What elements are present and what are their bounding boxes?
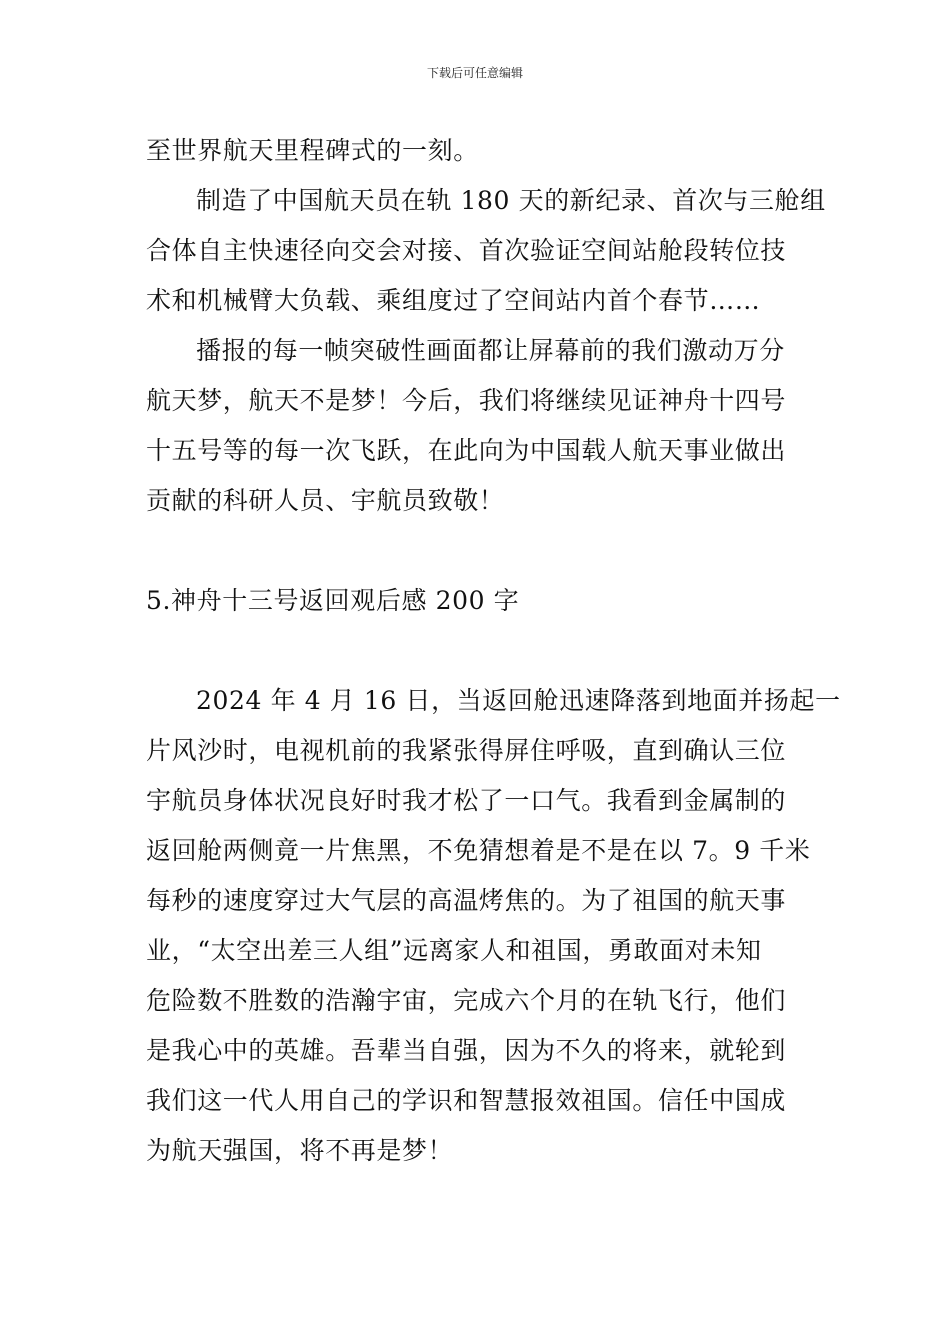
paragraph-line: 返回舱两侧竟一片焦黑，不免猜想着是不是在以 7。9 千米 bbox=[146, 836, 811, 865]
page-header: 下载后可任意编辑 bbox=[426, 66, 523, 80]
paragraph-line: 2024 年 4 月 16 日，当返回舱迅速降落到地面并扬起一 bbox=[196, 686, 841, 715]
paragraph-line: 贡献的科研人员、宇航员致敬！ bbox=[146, 486, 505, 515]
paragraph-line: 每秒的速度穿过大气层的高温烤焦的。为了祖国的航天事 bbox=[146, 886, 787, 915]
paragraph-line: 危险数不胜数的浩瀚宇宙，完成六个月的在轨飞行，他们 bbox=[146, 986, 787, 1015]
paragraph-line: 术和机械臂大负载、乘组度过了空间站内首个春节…… bbox=[146, 286, 761, 315]
paragraph-line: 航天梦，航天不是梦！今后，我们将继续见证神舟十四号 bbox=[146, 386, 787, 415]
paragraph-line: 十五号等的每一次飞跃，在此向为中国载人航天事业做出 bbox=[146, 436, 787, 465]
paragraph-line: 至世界航天里程碑式的一刻。 bbox=[146, 136, 479, 165]
paragraph-line: 播报的每一帧突破性画面都让屏幕前的我们激动万分 bbox=[196, 336, 785, 365]
paragraph-line: 制造了中国航天员在轨 180 天的新纪录、首次与三舱组 bbox=[196, 186, 826, 215]
paragraph-line: 业，“太空出差三人组”远离家人和祖国，勇敢面对未知 bbox=[146, 936, 762, 965]
section-heading: 5.神舟十三号返回观后感 200 字 bbox=[146, 586, 520, 615]
paragraph-line: 宇航员身体状况良好时我才松了一口气。我看到金属制的 bbox=[146, 786, 787, 815]
paragraph-line: 片风沙时，电视机前的我紧张得屏住呼吸，直到确认三位 bbox=[146, 736, 787, 765]
paragraph-line: 我们这一代人用自己的学识和智慧报效祖国。信任中国成 bbox=[146, 1086, 787, 1115]
paragraph-line: 为航天强国，将不再是梦！ bbox=[146, 1136, 454, 1165]
paragraph-line: 合体自主快速径向交会对接、首次验证空间站舱段转位技 bbox=[146, 236, 787, 265]
paragraph-line: 是我心中的英雄。吾辈当自强，因为不久的将来，就轮到 bbox=[146, 1036, 787, 1065]
